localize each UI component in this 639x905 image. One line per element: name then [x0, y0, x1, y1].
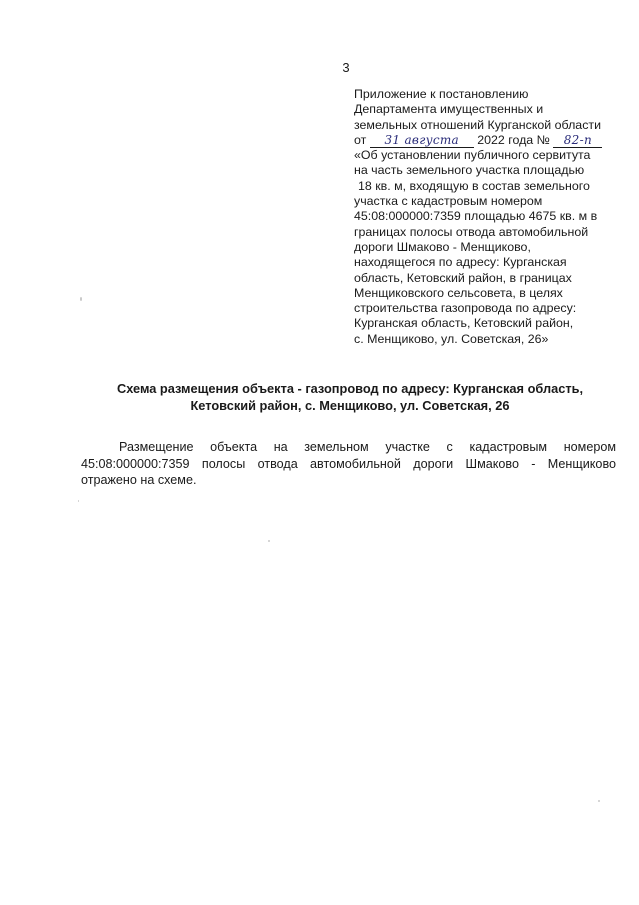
appendix-body-line: строительства газопровода по адресу: [354, 301, 577, 316]
body-paragraph [81, 439, 616, 489]
appendix-header-line: земельных отношений Курганской области [354, 117, 601, 132]
scan-speck [268, 540, 270, 542]
page-number: 3 [342, 60, 350, 75]
scan-speck [598, 800, 600, 802]
appendix-body-line: дороги Шмаково - Менщиково, [354, 239, 531, 254]
body-line-1: Размещение объекта на земельном участке с кадастровым номером [119, 440, 616, 454]
date-blank [370, 134, 474, 148]
appendix-body-line: с. Менщиково, ул. Советская, 26» [354, 331, 549, 346]
scan-speck [80, 297, 82, 301]
appendix-body-line: границах полосы отвода автомобильной [354, 224, 589, 239]
appendix-header-line: Департамента имущественных и [354, 102, 544, 117]
appendix-block [354, 87, 616, 347]
year-text: 2022 года № [477, 132, 550, 147]
scheme-title [60, 380, 639, 414]
appendix-date-line [354, 133, 616, 148]
appendix-body-line: область, Кетовский район, в границах [354, 270, 572, 285]
scheme-title-line-1: Схема размещения объекта - газопровод по адресу: Курганская область, [116, 381, 584, 396]
handwritten-date: 31 августа [384, 132, 459, 147]
appendix-body-line: «Об установлении публичного сервитута [354, 148, 591, 163]
appendix-body-line: 18 кв. м, входящую в состав земельного [358, 178, 590, 193]
body-line-2: 45:08:000000:7359 полосы отвода автомобильной дороги Шмаково - Менщиково [81, 456, 616, 471]
appendix-body-line: на часть земельного участка площадью [354, 163, 585, 178]
body-line-3: отражено на схеме. [81, 473, 197, 487]
number-blank [553, 134, 602, 148]
appendix-header-line: Приложение к постановлению [354, 87, 529, 101]
appendix-body-line: 45:08:000000:7359 площадью 4675 кв. м в [354, 209, 598, 224]
appendix-body-line: Курганская область, Кетовский район, [354, 316, 574, 331]
scheme-title-line-2: Кетовский район, с. Менщиково, ул. Советская, 26 [190, 398, 510, 413]
scan-speck [78, 500, 79, 502]
date-prefix: от [354, 132, 367, 147]
handwritten-number: 82-п [563, 132, 593, 147]
appendix-body-line: участка с кадастровым номером [354, 194, 543, 209]
appendix-body-line: находящегося по адресу: Курганская [354, 255, 567, 270]
appendix-body-line: Менщиковского сельсовета, в целях [354, 285, 563, 300]
